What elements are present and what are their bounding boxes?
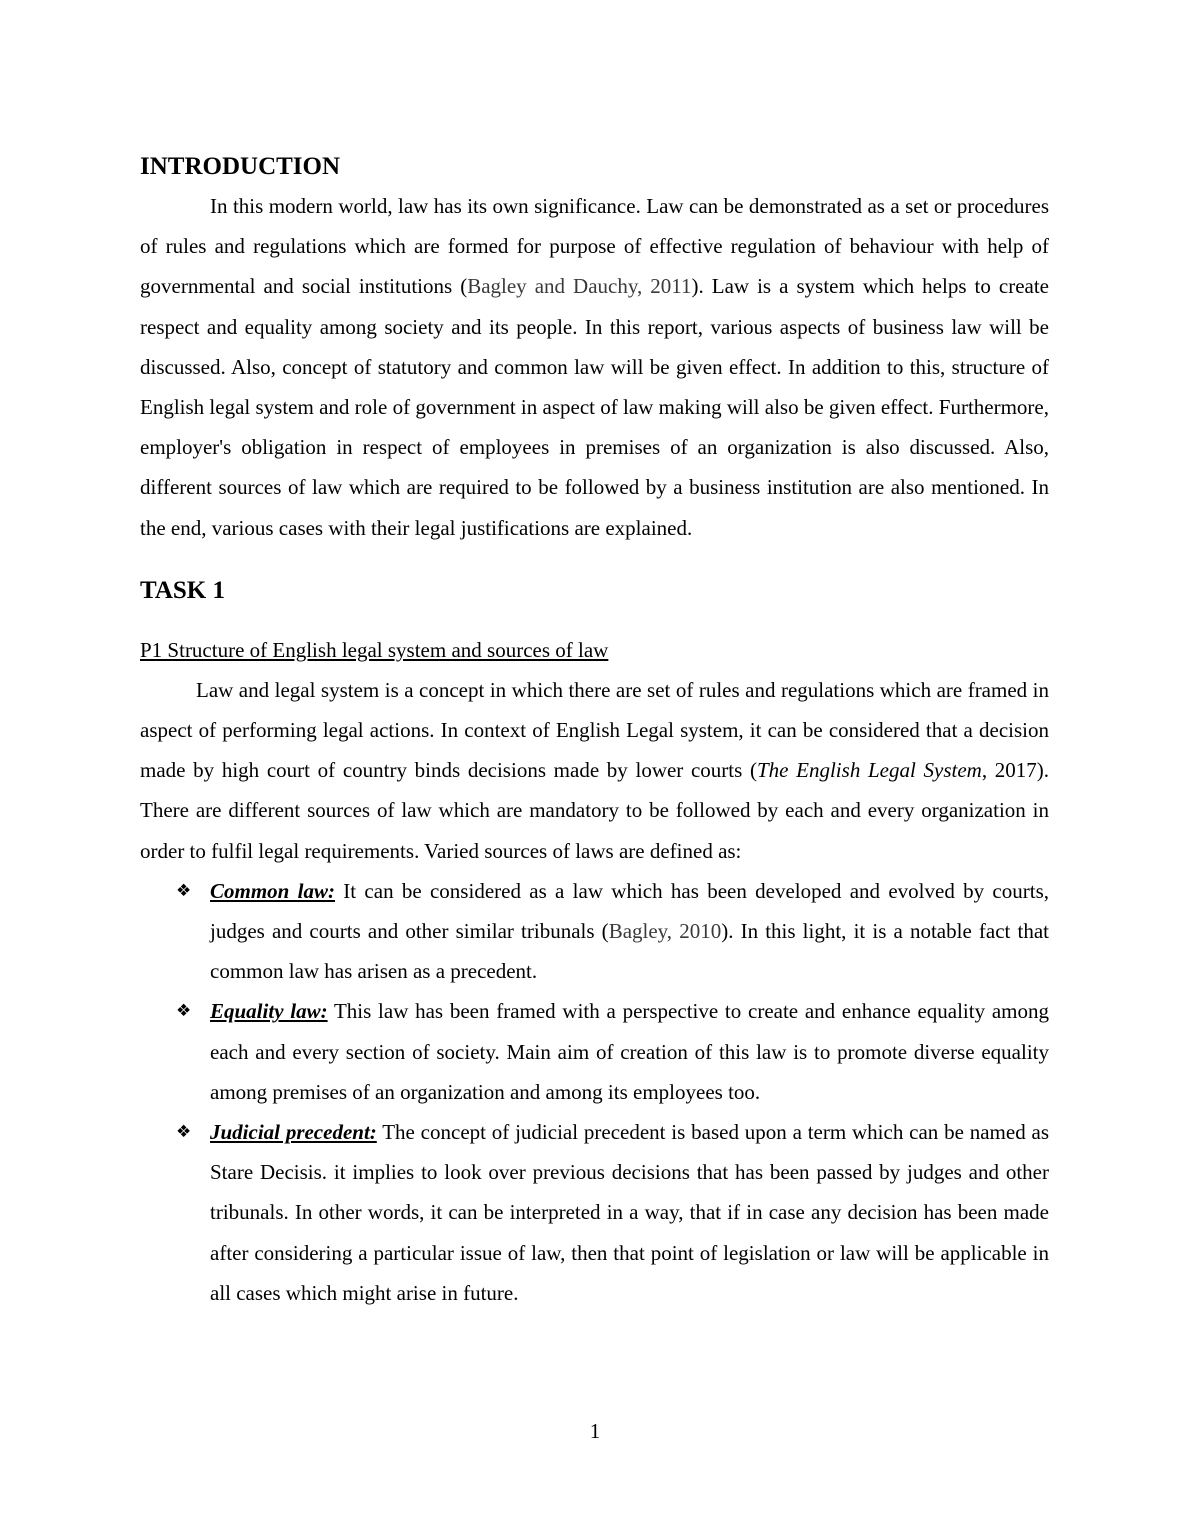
equality-law-term: Equality law: (210, 999, 328, 1024)
list-item-judicial-precedent (140, 1112, 1049, 1313)
diamond-bullet-icon: ❖ (176, 1122, 192, 1143)
judicial-precedent-term: Judicial precedent: (210, 1120, 377, 1145)
judicial-precedent-text: The concept of judicial precedent is based upon a term which can be named as Stare Decisis. it implies to look over previous decisions that has been passed by judges and other tribunals. In other words, it can be interpreted in a way, that if in case any decision has been made after considering a particular issue of law, then that point of legislation or law will be applicable in all cases which might arise in future. (210, 1120, 1049, 1305)
common-law-term: Common law: (210, 878, 335, 903)
list-item-equality-law (140, 991, 1049, 1112)
common-law-citation: Bagley, 2010 (608, 919, 722, 944)
page-content (140, 150, 1049, 1313)
page-number: 1 (589, 1419, 601, 1443)
common-law-text-1: It can be considered as a law which has been developed and evolved by courts, judges and courts and other similar tribunals ( (210, 878, 1049, 944)
sources-of-law-list (140, 871, 1049, 1313)
list-item-common-law (140, 871, 1049, 992)
introduction-paragraph (140, 186, 1049, 548)
p1-text-part-1: Law and legal system is a concept in which there are set of rules and regulations which are framed in aspect of performing legal actions. In context of English Legal system, it can be considered that a decision made by high court of country binds decisions made by lower courts ( (140, 677, 1049, 783)
p1-text-part-2: , 2017). There are different sources of law which are mandatory to be followed by each and every organization in order to fulfil legal requirements. Varied sources of laws are defined as: (140, 758, 1049, 863)
p1-paragraph (140, 670, 1049, 871)
diamond-bullet-icon: ❖ (176, 880, 192, 901)
p1-citation-title: The English Legal System (756, 758, 982, 783)
intro-text-part-1: In this modern world, law has its own significance. Law can be demonstrated as a set or procedures of rules and regulations which are formed for purpose of effective regulation of behaviour with help of governmental and social institutions ( (140, 194, 1049, 299)
task-1-heading: TASK 1 (140, 576, 225, 604)
equality-law-text: This law has been framed with a perspective to create and enhance equality among each and every section of society. Main aim of creation of this law is to promote diverse equality among premises of an organization and among its employees too. (210, 999, 1049, 1104)
p1-subheading: P1 Structure of English legal system and sources of law (140, 637, 609, 662)
common-law-text-2: ). In this light, it is a notable fact that common law has arisen as a precedent. (210, 919, 1049, 984)
introduction-heading: INTRODUCTION (140, 153, 341, 180)
intro-text-part-2: ). Law is a system which helps to create respect and equality among society and its people. In this report, various aspects of business law will be discussed. Also, concept of statutory and common law will be given effect. In addition to this, structure of English legal system and role of government in aspect of law making will also be given effect. Furthermore, employer's obligation in respect of employees in premises of an organization is also discussed. Also, different sources of law which are required to be followed by a business institution are also mentioned. In the end, various cases with their legal justifications are explained. (140, 274, 1049, 540)
intro-citation: Bagley and Dauchy, 2011 (467, 274, 692, 299)
diamond-bullet-icon: ❖ (176, 1001, 192, 1022)
